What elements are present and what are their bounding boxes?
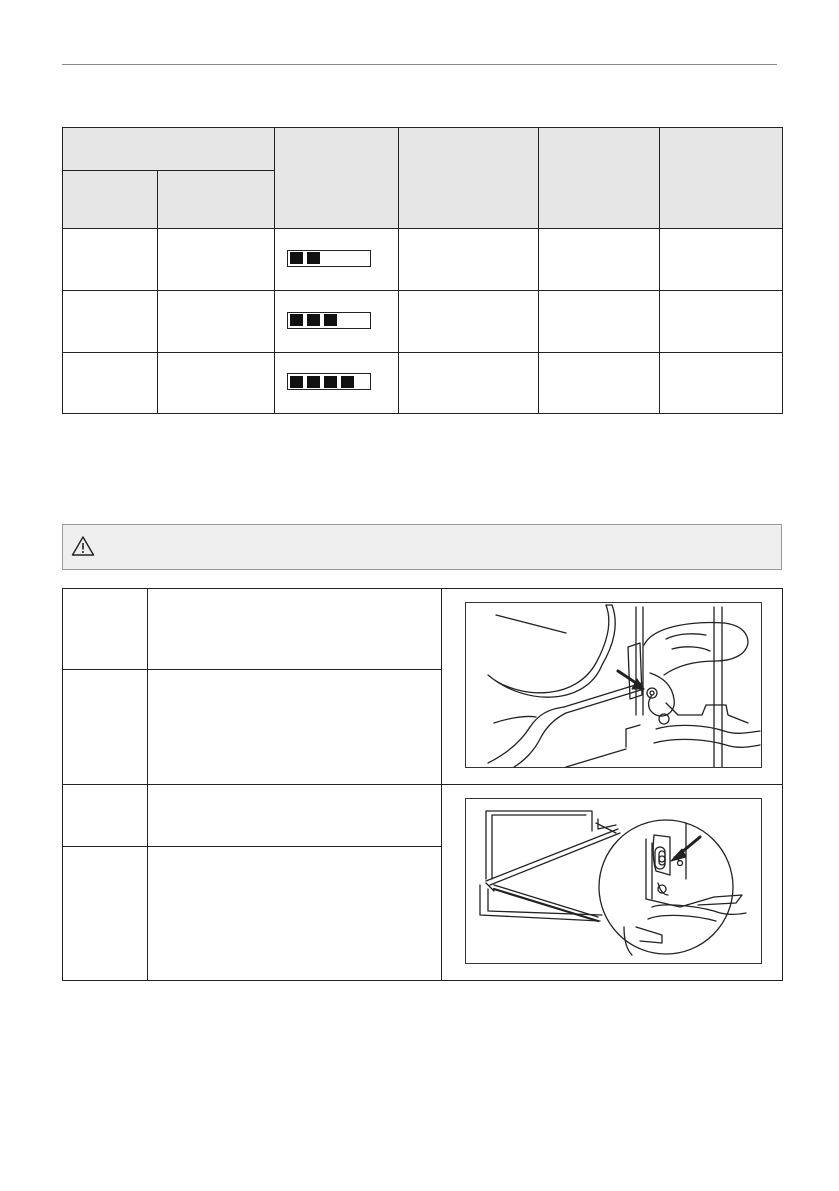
- step-text-cell: [148, 785, 442, 847]
- step-number-cell: [63, 670, 148, 785]
- header-cell-sub2: [158, 171, 275, 229]
- level-indicator: [287, 312, 371, 329]
- header-rule: [62, 64, 777, 65]
- warning-bar: [62, 524, 782, 570]
- screwdriver-hinge-lever-illustration: [465, 602, 762, 768]
- step-text-cell: [148, 670, 442, 785]
- header-cell-col6: [660, 128, 783, 229]
- step-number-cell: [63, 847, 148, 981]
- table-row: [63, 353, 783, 414]
- level-indicator: [287, 250, 371, 267]
- header-cell-col5: [539, 128, 660, 229]
- header-cell-hardness: [63, 128, 275, 171]
- warning-triangle-icon: [71, 535, 95, 557]
- step-number-cell: [63, 785, 148, 847]
- step-number-cell: [63, 589, 148, 670]
- header-cell-indicator: [275, 128, 399, 229]
- door-hinge-lock-closeup-illustration: [465, 798, 762, 964]
- step-text-cell: [148, 589, 442, 670]
- water-hardness-table: [62, 127, 783, 414]
- level-indicator: [287, 373, 371, 390]
- header-cell-sub1: [63, 171, 158, 229]
- table-row: [63, 229, 783, 291]
- step-text-cell: [148, 847, 442, 981]
- header-cell-col4: [399, 128, 539, 229]
- table-row: [63, 291, 783, 353]
